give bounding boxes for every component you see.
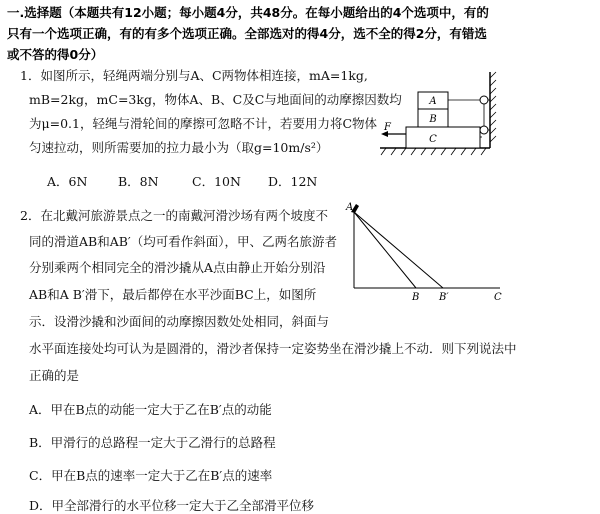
label-a: A	[429, 96, 437, 107]
q2-option-d: D．甲全部滑行的水平位移一定大于乙全部滑平位移	[29, 498, 315, 513]
block-c	[406, 127, 480, 148]
q2-option-c: C．甲在B点的速率一定大于乙在B′点的速率	[29, 468, 273, 483]
pulley-bottom-icon	[480, 126, 488, 134]
label-f: F	[384, 122, 391, 133]
label-b: B	[429, 114, 437, 125]
section-title-line-3: 或不答的得0分）	[7, 47, 104, 62]
label-c: C	[429, 134, 437, 145]
slope-ab-prime	[354, 212, 443, 288]
label-c: C	[494, 292, 502, 303]
q2-line-5: 示．设滑沙撬和沙面间的动摩擦因数处处相同，斜面与	[29, 314, 330, 329]
label-b: B	[412, 292, 420, 303]
q1-option-a: A．6N	[47, 174, 88, 189]
q1-option-b: B．8N	[118, 174, 159, 189]
q1-line-2: mB=2kg，mC=3kg，物体A、B、C及C与地面间的动摩擦因数均	[29, 92, 402, 107]
q1-blocks-figure	[378, 70, 502, 158]
q2-option-a: A．甲在B点的动能一定大于乙在B′点的动能	[29, 402, 272, 417]
q2-line-4: AB和A B′滑下，最后都停在水平沙面BC上，如图所	[29, 287, 317, 302]
q2-line-7: 正确的是	[29, 368, 80, 383]
q1-option-c: C．10N	[192, 174, 241, 189]
q1-option-d: D．12N	[268, 174, 318, 189]
label-b-prime: B′	[439, 292, 449, 303]
q1-line-4: 匀速拉动，则所需要加的拉力最小为（取g=10m/s²）	[29, 140, 329, 155]
q2-line-1: 2．在北戴河旅游景点之一的南戴河滑沙场有两个坡度不	[20, 208, 328, 223]
q2-slope-figure	[344, 198, 510, 308]
q2-option-b: B．甲滑行的总路程一定大于乙滑行的总路程	[29, 435, 276, 450]
pulley-top-icon	[480, 96, 488, 104]
q2-line-6: 水平面连接处均可认为是圆滑的，滑沙者保持一定姿势坐在滑沙撬上不动．则下列说法中	[29, 341, 517, 356]
label-a: A	[346, 202, 354, 213]
q1-line-1: 1．如图所示，轻绳两端分别与A、C两物体相连接，mA=1kg,	[20, 68, 368, 83]
section-title-line-1: 一.选择题（本题共有12小题；每小题4分，共48分。在每小题给出的4个选项中，有的	[7, 5, 489, 20]
q2-line-3: 分别乘两个相同完全的滑沙撬从A点由静止开始分别沿	[29, 260, 326, 275]
section-title-line-2: 只有一个选项正确，有的有多个选项正确。全部选对的得4分，选不全的得2分，有错选	[7, 26, 487, 41]
q2-line-2: 同的滑道AB和AB′（均可看作斜面），甲、乙两名旅游者	[29, 234, 338, 249]
q1-line-3: 为μ=0.1，轻绳与滑轮间的摩擦可忽略不计，若要用力将C物体	[29, 116, 378, 131]
slope-ab	[354, 212, 416, 288]
